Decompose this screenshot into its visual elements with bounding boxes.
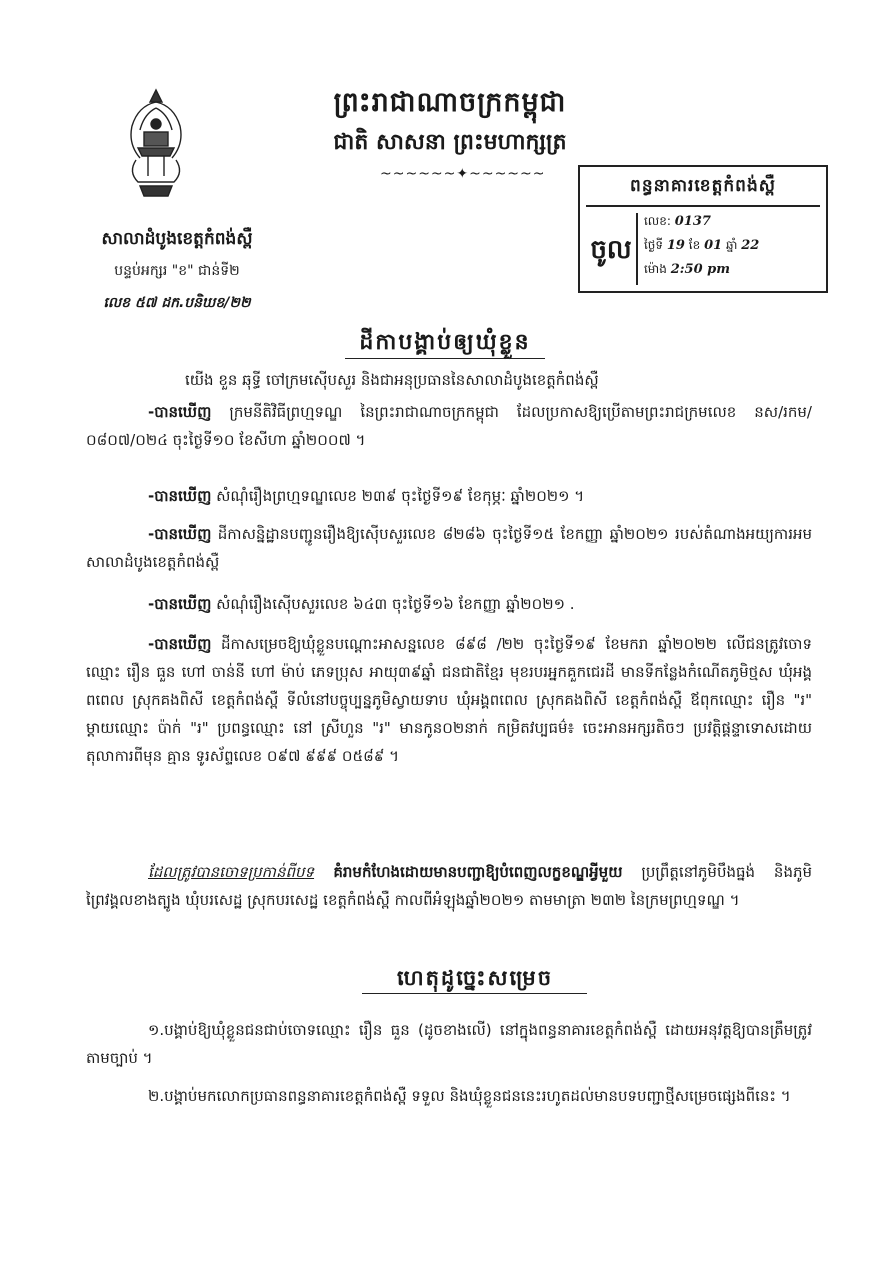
stamp-year-label: ឆ្នាំ — [725, 238, 738, 252]
stamp-date-year: 22 — [741, 238, 760, 253]
paragraph-case-file — [86, 482, 812, 510]
paragraph-investigation-file — [86, 590, 812, 618]
title-underline — [345, 358, 545, 359]
court-name: សាលាដំបូងខេត្តកំពង់ស្ពឺ — [101, 229, 253, 249]
stamp-number-label: លេខ: — [644, 214, 671, 228]
intro-paragraph: យើង ខួន ឆុទ្ធី ចៅក្រមស៊ើបសួរ និងជាអនុប្រធាននៃសាលាដំបូងខេត្តកំពង់ស្ពឺ — [185, 371, 599, 389]
decision-title-underline — [362, 993, 587, 994]
charge-lead: ដែលត្រូវបានចោទប្រកាន់ពីបទ — [148, 863, 315, 881]
decision-item-2: ២.បង្គាប់មកលោកប្រធានពន្ធនាគារខេត្តកំពង់ស្ពឺ ទទួល និងឃុំខ្លួនជននេះរហូតដល់មានបទបញ្ជាថ្មីសម្រេចផ្សេងពីនេះ ។ — [148, 1087, 791, 1105]
charge-name: គំរាមកំហែងដោយមានបញ្ជាឱ្យបំពេញលក្ខខណ្ឌអ្វីមួយ — [314, 863, 623, 881]
paragraph-criminal-code — [86, 398, 812, 454]
paragraph-text: ក្រមនីតិវិធីព្រហ្មទណ្ឌ នៃព្រះរាជាណាចក្រកម្ពុជា ដែលប្រកាសឱ្យប្រើតាមព្រះរាជក្រមលេខ នស/រកម/០៨០៧/០២៤ ចុះថ្ងៃទី១០ ខែសីហា ឆ្នាំ២០០៧ ។ — [86, 403, 812, 449]
reference-number: លេខ ៥៧ ដក.បនិឃខ/២២ — [103, 295, 251, 311]
paragraph-prosecutor-order — [86, 520, 812, 576]
stamp-divider — [586, 205, 820, 207]
paragraph-lead: -បានឃើញ — [148, 525, 212, 543]
court-address: បន្ទប់អក្សរ "ខ" ជាន់ទី២ — [114, 263, 240, 279]
paragraph-lead: -បានឃើញ — [148, 487, 212, 505]
paragraph-lead: -បានឃើញ — [148, 403, 212, 421]
stamp-time-row — [644, 261, 824, 279]
prison-receipt-stamp — [578, 165, 828, 293]
stamp-entry-label: ចូល — [590, 235, 632, 265]
stamp-date-month: 01 — [704, 238, 723, 253]
paragraph-text: ដីកាសន្និដ្ឋានបញ្ជូនរឿងឱ្យស៊ើបសួរលេខ ៨២៨៦ ចុះថ្ងៃទី១៥ ខែកញ្ញា ឆ្នាំ២០២១ របស់តំណាងអយ្យការអមសាលាដំបូងខេត្តកំពង់ស្ពឺ — [86, 525, 812, 571]
header-ornament: ~~~~~~✦~~~~~~ — [380, 166, 546, 182]
stamp-title: ពន្ធនាគារខេត្តកំពង់ស្ពឺ — [630, 176, 776, 196]
stamp-date-label: ថ្ងៃទី — [644, 238, 664, 252]
document-title: ដីកាបង្គាប់ឲ្យឃុំខ្លួន — [359, 330, 531, 355]
decision-title: ហេតុដូច្នេះសម្រេច — [396, 966, 554, 990]
decision-item-1: ១.បង្គាប់ឱ្យឃុំខ្លួនជនជាប់ចោទឈ្មោះ រឿន ធួន (ដូចខាងលើ) នៅក្នុងពន្ធនាគារខេត្តកំពង់ស្ពឺ ដោយអនុវត្តឱ្យបានត្រឹមត្រូវតាមច្បាប់ ។ — [86, 1021, 812, 1067]
stamp-date-day: 19 — [666, 238, 685, 253]
kingdom-title: ព្រះរាជាណាចក្រកម្ពុជា — [333, 87, 567, 118]
paragraph-text: ដីកាសម្រេចឱ្យឃុំខ្លួនបណ្តោះអាសន្នលេខ ៨៩៨ /២២ ចុះថ្ងៃទី១៩ ខែមករា ឆ្នាំ២០២២ លើជនត្រូវចោទឈ្មោះ រឿន ធួន ហៅ ចាន់នី ហៅ ម៉ាប់ ភេទប្រុស អាយុ៣៩ឆ្នាំ ជនជាតិខ្មែរ មុខរបរអ្នកគួកជេរដី មានទីកន្លែងកំណើតភូមិថ្មស ឃុំអង្គពពេល ស្រុកគងពិសី ខេត្តកំពង់ស្ពឺ ទីលំនៅបច្ចុប្បន្នភូមិស្វាយទាប ឃុំអង្គពពេល ស្រុកគងពិសី ខេត្តកំពង់ស្ពឺ ឪពុកឈ្មោះ រឿន "រ" ម្តាយឈ្មោះ ប៉ាក់ "រ" ប្រពន្ធឈ្មោះ នៅ ស្រីហួន "រ" មានកូន០២នាក់ កម្រិតវប្បធម៌៖ ចេះអានអក្សរតិចៗ ប្រវត្តិផ្តន្ទាទោសដោយតុលាការពីមុន គ្មាន ទូរស័ព្ទលេខ ០៩៧ ៩៩៩ ០៥៨៩ ។ — [86, 635, 812, 765]
national-motto: ជាតិ សាសនា ព្រះមហាក្សត្រ — [333, 130, 567, 155]
paragraph-lead: -បានឃើញ — [148, 595, 212, 613]
paragraph-text: សំណុំរឿងស៊ើបសួរលេខ ៦៤៣ ចុះថ្ងៃទី១៦ ខែកញ្ញា ឆ្នាំ២០២១ . — [211, 595, 575, 613]
court-emblem-icon — [118, 86, 194, 202]
charge-text: ប្រព្រឹត្តនៅភូមិបឹងធ្នង់ និងភូមិព្រៃវង្គលខាងត្បូង ឃុំបរសេដ្ឋ ស្រុកបរសេដ្ឋ ខេត្តកំពង់ស្ពឺ កាលពីអំឡុងឆ្នាំ២០២១ តាមមាត្រា ២៣២ នៃក្រមព្រហ្មទណ្ឌ ។ — [86, 863, 813, 909]
stamp-month-label: ខែ — [688, 238, 701, 252]
stamp-date-row — [644, 237, 824, 255]
stamp-time-value: 2:50 pm — [670, 262, 730, 277]
paragraph-charge — [86, 858, 812, 914]
stamp-number-row — [644, 213, 824, 231]
paragraph-lead: -បានឃើញ — [148, 635, 212, 653]
paragraph-text: សំណុំរឿងព្រហ្មទណ្ឌលេខ ២៣៩ ចុះថ្ងៃទី១៩ ខែកុម្ភៈ ឆ្នាំ២០២១ ។ — [211, 487, 585, 505]
stamp-number-value: 0137 — [674, 214, 711, 229]
stamp-time-label: ម៉ោង — [644, 262, 667, 276]
stamp-vertical-line — [636, 213, 638, 285]
paragraph-detention-order — [86, 630, 812, 770]
